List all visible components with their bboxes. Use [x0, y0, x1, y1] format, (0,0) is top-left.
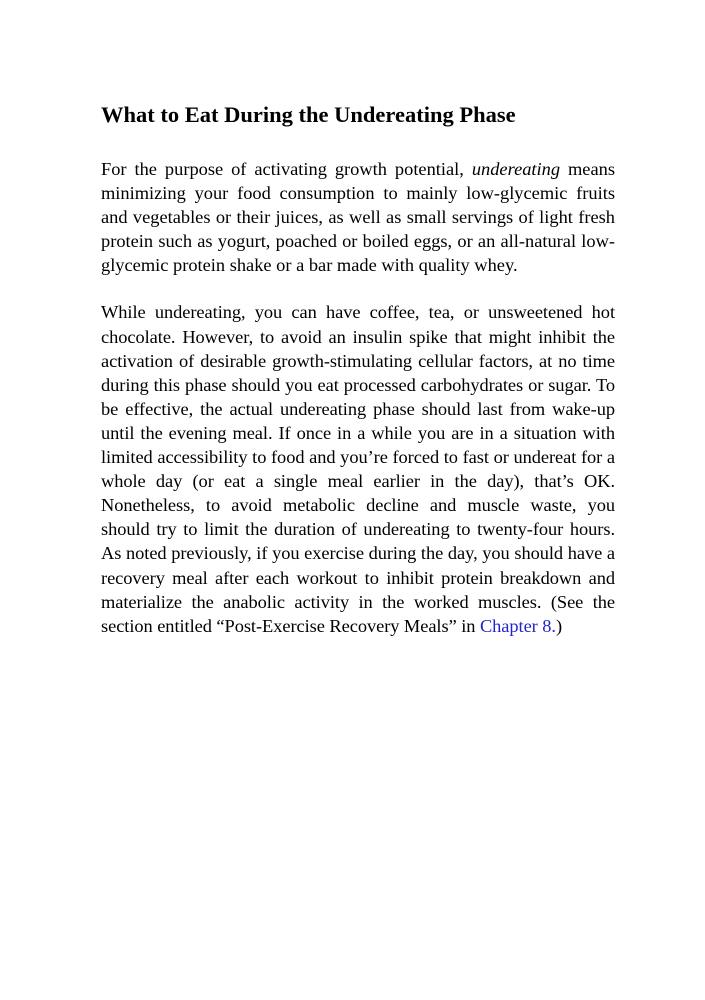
chapter-8-link-period: . [551, 615, 556, 636]
paragraph-2 [101, 300, 615, 637]
section-heading: What to Eat During the Undereating Phase [101, 102, 516, 127]
chapter-8-link[interactable] [480, 616, 556, 636]
paragraph-1-text-start: For the purpose of activating growth potential, [101, 159, 472, 179]
paragraph-1-text-end: means minimizing your food consumption to mainly low-glycemic fruits and vegetables or their juices, as well as small servings of light fresh protein such as yogurt, poached or boiled eggs, or an all-natural low-glycemic protein shake or a bar made with quality whey. [101, 159, 615, 276]
paragraph-1 [101, 157, 615, 277]
closing-parenthesis: ) [555, 615, 563, 636]
paragraph-2-text: While undereating, you can have coffee, tea, or unsweetened hot chocolate. However, to avoid an insulin spike that might inhibit the activation of desirable growth-stimulating cellular factors, at no time during this phase should you eat processed carbohydrates or sugar. To be effective, the actual undereating phase should last from wake-up until the evening meal. If once in a while you are in a situation with limited accessibility to food and you’re forced to fast or undereat for a whole day (or eat a single meal earlier in the day), that’s OK. Nonetheless, to avoid metabolic decline and muscle waste, you should try to limit the duration of undereating to twenty-four hours. As noted previously, if you exercise during the day, you should have a recovery meal after each workout to inhibit protein breakdown and materialize the anabolic activity in the worked muscles. (See the section entitled “Post-Exercise Recovery Meals” in [101, 302, 615, 636]
page-content [101, 98, 615, 638]
emphasized-term: undereating [471, 159, 561, 179]
chapter-8-link-label: Chapter 8 [479, 615, 552, 636]
